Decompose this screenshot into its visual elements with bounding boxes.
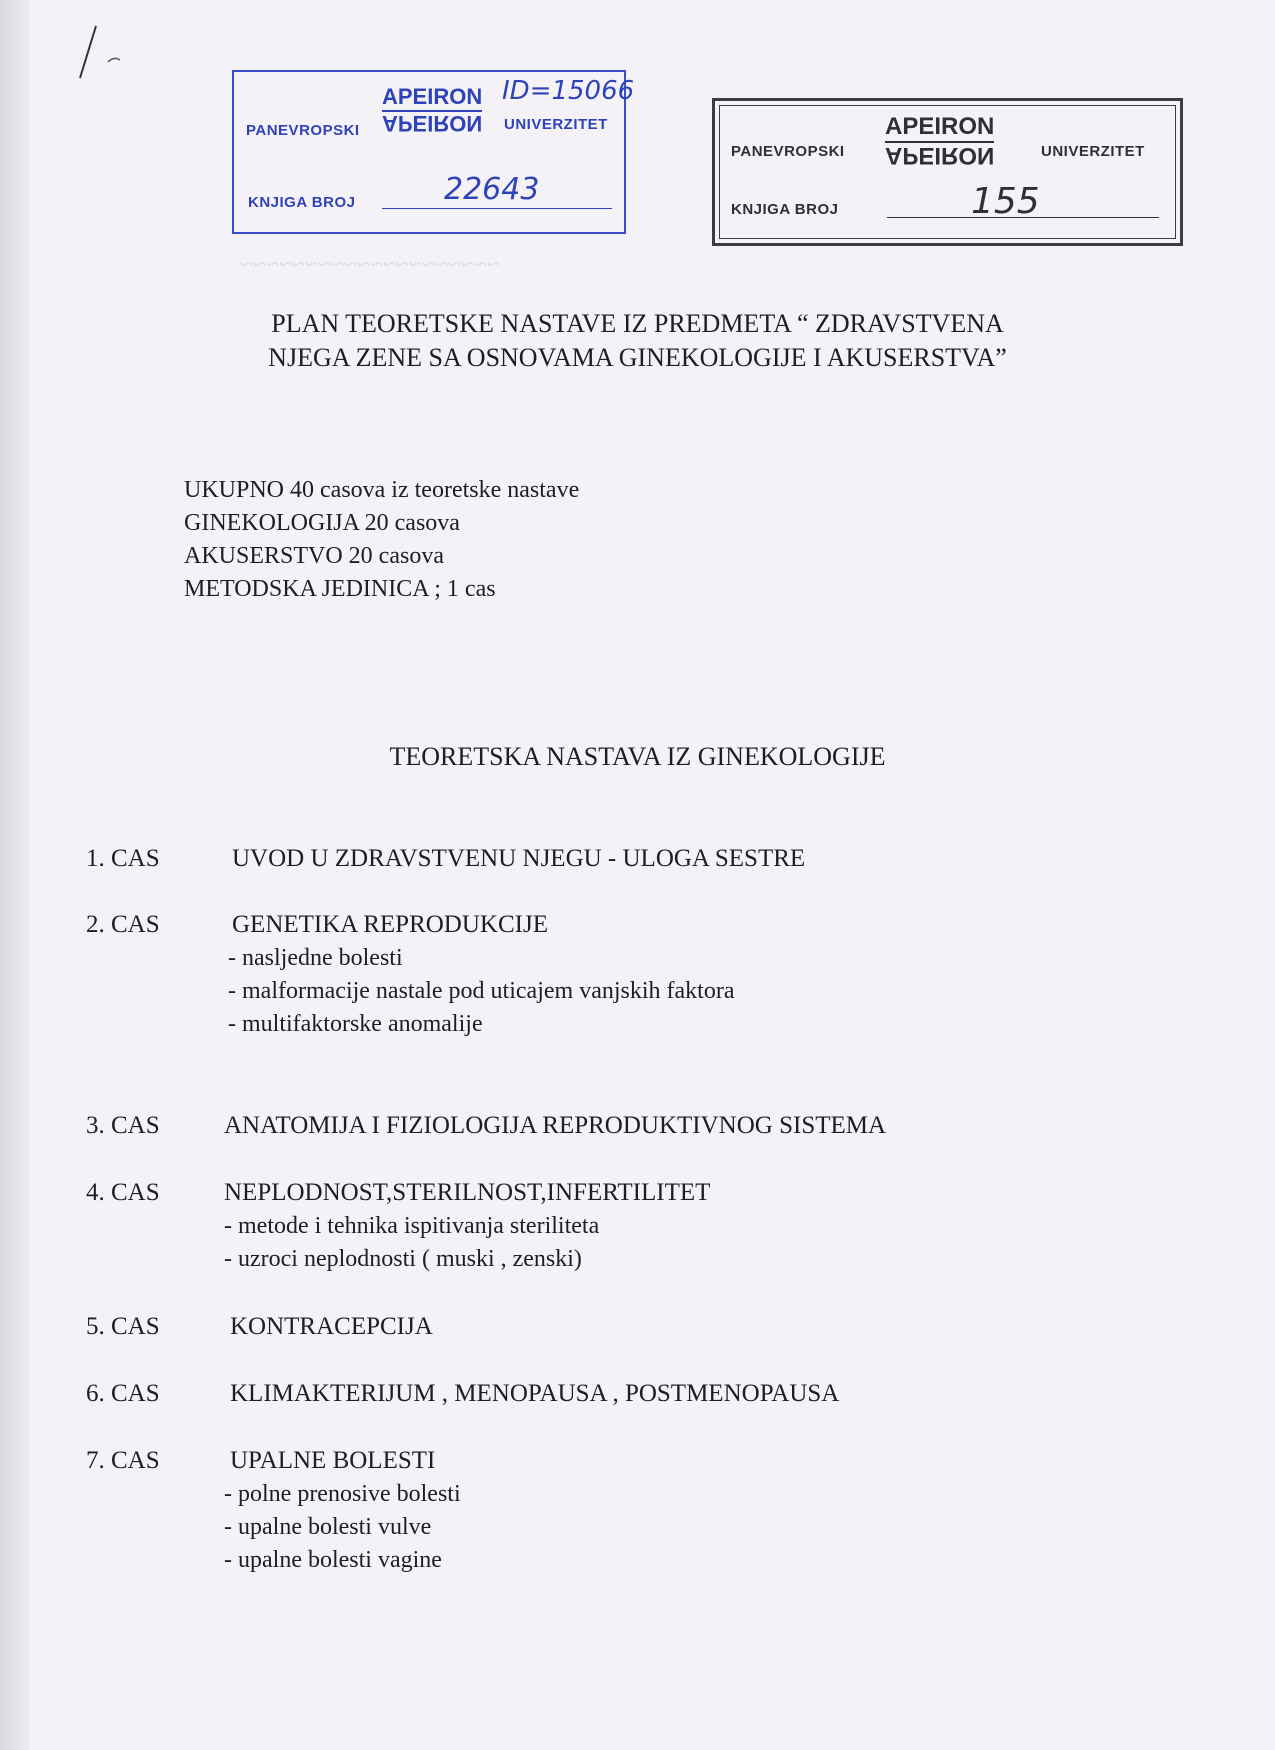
lesson-number: 7. CAS (86, 1447, 160, 1474)
stamp-book-number: 22643 (444, 172, 540, 207)
lesson-title: KLIMAKTERIJUM , MENOPAUSA , POSTMENOPAUSA (230, 1380, 840, 1407)
page-edge (0, 0, 30, 1750)
corner-pen-mark (78, 22, 138, 82)
stamp-org-left: PANEVROPSKI (731, 143, 845, 160)
stamp-book-number: 155 (971, 181, 1040, 222)
lesson-subtopic: - upalne bolesti vagine (224, 1547, 442, 1573)
summary-line: AKUSERSTVO 20 casova (184, 543, 444, 569)
stamp-book-label: KNJIGA BROJ (248, 194, 356, 211)
lesson-subtopic: - metode i tehnika ispitivanja steriliteta (224, 1213, 600, 1239)
lesson-title: KONTRACEPCIJA (230, 1313, 433, 1340)
lesson-number: 5. CAS (86, 1313, 160, 1340)
lesson-number: 3. CAS (86, 1112, 160, 1139)
library-stamp-blue (232, 70, 635, 234)
lesson-title: UPALNE BOLESTI (230, 1447, 436, 1474)
lesson-subtopics (224, 1210, 599, 1276)
lesson-subtopic: - multifaktorske anomalije (228, 1011, 483, 1037)
summary-line: GINEKOLOGIJA 20 casova (184, 510, 460, 536)
lesson-subtopics (228, 942, 734, 1041)
lesson-title: UVOD U ZDRAVSTVENU NJEGU - ULOGA SESTRE (232, 845, 806, 872)
lesson-subtopic: - uzroci neplodnosti ( muski , zenski) (224, 1246, 582, 1272)
lesson-number: 1. CAS (86, 845, 160, 872)
lesson-subtopic: - malformacije nastale pod uticajem vanjskih faktora (228, 978, 735, 1004)
stamp-org-right: UNIVERZITET (504, 116, 608, 133)
lesson-title: ANATOMIJA I FIZIOLOGIJA REPRODUKTIVNOG SISTEMA (224, 1112, 887, 1139)
lesson-subtopics (224, 1478, 461, 1577)
lesson-number: 4. CAS (86, 1179, 160, 1206)
lesson-subtopic: - nasljedne bolesti (228, 945, 403, 971)
lesson-title: GENETIKA REPRODUKCIJE (232, 911, 548, 938)
stamp-book-label: KNJIGA BROJ (731, 201, 839, 218)
summary-line: UKUPNO 40 casova iz teoretske nastave (184, 477, 580, 503)
document-title-line1: PLAN TEORETSKE NASTAVE IZ PREDMETA “ ZDRAVSTVENA (271, 309, 1004, 338)
library-stamp-gray (712, 98, 1183, 246)
stamp-org-right: UNIVERZITET (1041, 143, 1145, 160)
lesson-subtopic: - upalne bolesti vulve (224, 1514, 432, 1540)
document-title-line2: NJEGA ZENE SA OSNOVAMA GINEKOLOGIJE I AKUSERSTVA” (268, 343, 1007, 372)
reverse-side-bleed: ~~~~~~~~~~~~~~~~~~~~ (240, 252, 500, 278)
stamp-book-line (382, 208, 612, 209)
lesson-title: NEPLODNOST,STERILNOST,INFERTILITET (224, 1179, 711, 1206)
stamp-org-left: PANEVROPSKI (246, 122, 360, 139)
apeiron-logo: APEIRON APEIRON (885, 113, 995, 169)
section-title: TEORETSKA NASTAVA IZ GINEKOLOGIJE (389, 742, 886, 771)
hours-summary (184, 474, 579, 606)
handwritten-id: ID=15066 (502, 76, 635, 106)
lesson-number: 2. CAS (86, 911, 160, 938)
summary-line: METODSKA JEDINICA ; 1 cas (184, 576, 496, 602)
lesson-number: 6. CAS (86, 1380, 160, 1407)
lesson-subtopic: - polne prenosive bolesti (224, 1481, 461, 1507)
apeiron-logo: APEIRON APEIRON (382, 84, 483, 136)
